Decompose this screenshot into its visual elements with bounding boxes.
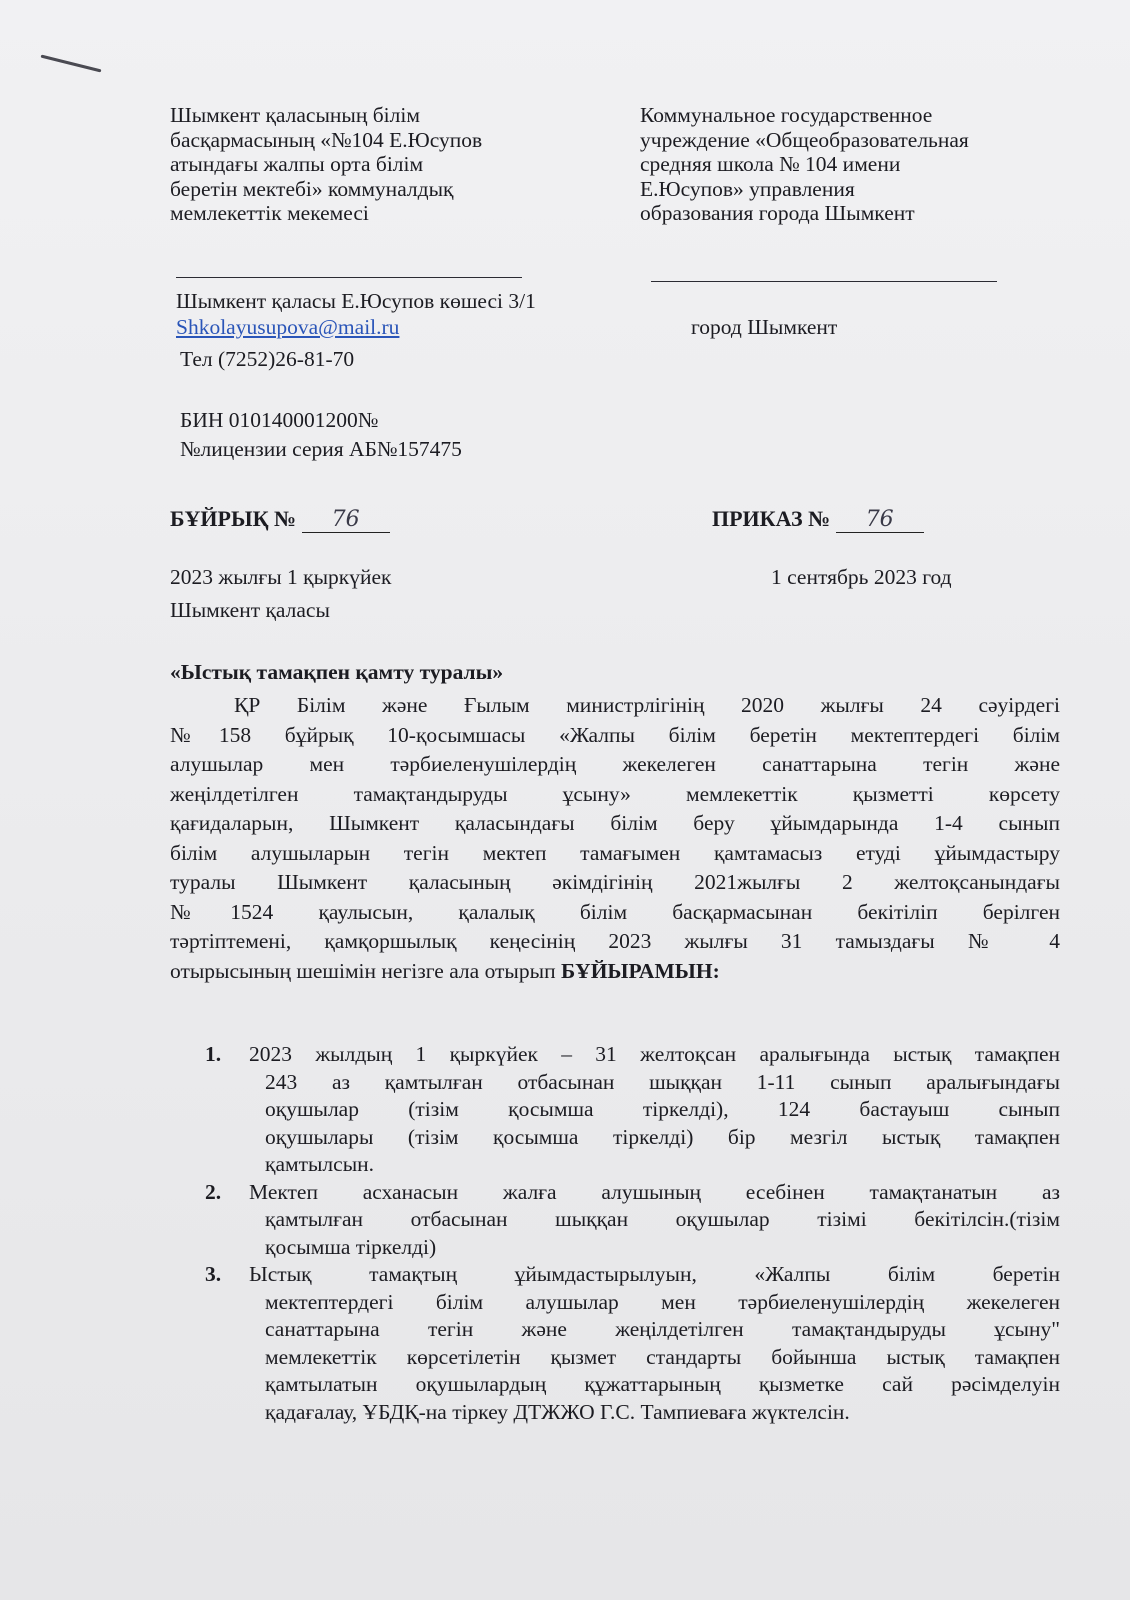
order-kz-label: БҰЙРЫҚ №: [170, 506, 297, 531]
preamble-line: алушылар мен тәрбиеленушілердің жекелеген санаттарына тегін және: [170, 752, 1060, 776]
header-line: басқармасының «№104 Е.Юсупов: [170, 127, 483, 152]
item-number: 3.: [205, 1262, 222, 1286]
phone: Тел (7252)26-81-70: [180, 347, 355, 371]
city-kz: Шымкент қаласы: [170, 598, 330, 622]
preamble-line: жеңілдетілген тамақтандыруды ұсыну» мемлекеттік қызметті көрсету: [170, 781, 1060, 806]
preamble: [170, 691, 1060, 986]
item-line: қосымша тіркелді): [265, 1234, 437, 1259]
divider: [176, 277, 522, 278]
header-line: средняя школа № 104 имени: [640, 152, 901, 176]
preamble-line: тәртіптемені, қамқоршылық кеңесінің 2023 жылғы 31 тамыздағы № 4: [170, 929, 1060, 953]
order-item: [205, 1041, 1060, 1179]
pen-mark: [41, 55, 102, 73]
item-line: оқушылары (тізім қосымша тіркелді) бір мезгіл ыстық тамақпен: [265, 1124, 1060, 1149]
document-title: «Ыстық тамақпен қамту туралы»: [170, 660, 504, 684]
item-line: 243 аз қамтылған отбасынан шыққан 1-11 сынып аралығындағы: [265, 1069, 1060, 1094]
header-line: атындағы жалпы орта білім: [170, 152, 424, 176]
preamble-line: ҚР Білім және Ғылым министрлігінің 2020 жылғы 24 сәуірдегі: [234, 693, 1060, 717]
item-line: 2023 жылдың 1 қыркүйек – 31 желтоқсан аралығында ыстық тамақпен: [249, 1042, 1060, 1066]
order-item: [205, 1179, 1060, 1262]
item-number: 1.: [205, 1042, 222, 1066]
address: Шымкент қаласы Е.Юсупов көшесі 3/1: [176, 289, 536, 313]
date-kz: 2023 жылғы 1 қыркүйек: [170, 565, 392, 589]
item-line: Мектеп асханасын жалға алушының есебінен тамақтанатын аз: [249, 1179, 1060, 1204]
item-line: оқушылар (тізім қосымша тіркелді), 124 бастауыш сынып: [265, 1097, 1060, 1121]
preamble-line: №158 бұйрық 10-қосымшасы «Жалпы білім беретін мектептердегі білім: [170, 722, 1060, 747]
city-right: город Шымкент: [691, 315, 838, 339]
bin-number: БИН 010140001200№: [180, 408, 379, 432]
license-number: №лицензии серия АБ№157475: [180, 437, 462, 461]
item-line: қадағалау, ҰБДҚ-на тіркеу ДТЖЖО Г.С. Тампиеваға жүктелсін.: [265, 1399, 850, 1424]
preamble-line: туралы Шымкент қаласының әкімдігінің 2021жылғы 2 желтоқсанындағы: [170, 870, 1060, 894]
header-line: мемлекеттік мекемесі: [170, 201, 369, 225]
order-kz: [170, 506, 390, 533]
header-russian: [640, 103, 1090, 226]
item-number: 2.: [205, 1179, 222, 1204]
header-line: беретін мектебі» коммуналдық: [170, 176, 454, 201]
preamble-last-text: отырысының шешімін негізге ала отырып: [170, 958, 556, 983]
order-ru: [712, 506, 924, 533]
order-ru-label: ПРИКАЗ №: [712, 506, 831, 531]
divider: [651, 281, 997, 282]
item-line: мемлекеттік көрсетілетін қызмет стандарты бойынша ыстық тамақпен: [265, 1344, 1060, 1369]
header-line: Коммунальное государственное: [640, 103, 933, 127]
order-word: БҰЙЫРАМЫН:: [560, 958, 720, 983]
item-line: санаттарына тегін және жеңілдетілген тамақтандыруды ұсыну": [265, 1317, 1060, 1341]
header-line: учреждение «Общеобразовательная: [640, 127, 969, 152]
preamble-line: №1524 қаулысын, қалалық білім басқармасынан бекітіліп берілген: [170, 899, 1060, 924]
item-line: қамтылсын.: [265, 1152, 375, 1176]
order-item: [205, 1261, 1060, 1426]
header-kazakh: [170, 103, 600, 226]
header-line: Шымкент қаласының білім: [170, 103, 420, 127]
preamble-line: білім алушыларын тегін мектеп тамағымен қамтамасыз етуді ұйымдастыру: [170, 840, 1060, 865]
preamble-last-line: [170, 957, 1060, 987]
order-items: [205, 1041, 1060, 1426]
email-link[interactable]: Shkolayusupova@mail.ru: [176, 315, 400, 339]
item-line: қамтылған отбасынан шыққан оқушылар тізімі бекітілсін.(тізім: [265, 1207, 1060, 1231]
date-ru: 1 сентябрь 2023 год: [771, 565, 952, 589]
order-kz-number: 76: [302, 507, 390, 533]
preamble-line: қағидаларын, Шымкент қаласындағы білім беру ұйымдарында 1-4 сынып: [170, 811, 1060, 835]
header-line: образования города Шымкент: [640, 201, 915, 225]
order-ru-number: 76: [836, 507, 924, 533]
item-line: қамтылатын оқушылардың құжаттарының қызметке сай рәсімделуін: [265, 1372, 1060, 1396]
header-line: Е.Юсупов» управления: [640, 176, 855, 201]
item-line: мектептердегі білім алушылар мен тәрбиеленушілердің жекелеген: [265, 1289, 1060, 1314]
item-line: Ыстық тамақтың ұйымдастырылуын, «Жалпы білім беретін: [249, 1262, 1060, 1286]
